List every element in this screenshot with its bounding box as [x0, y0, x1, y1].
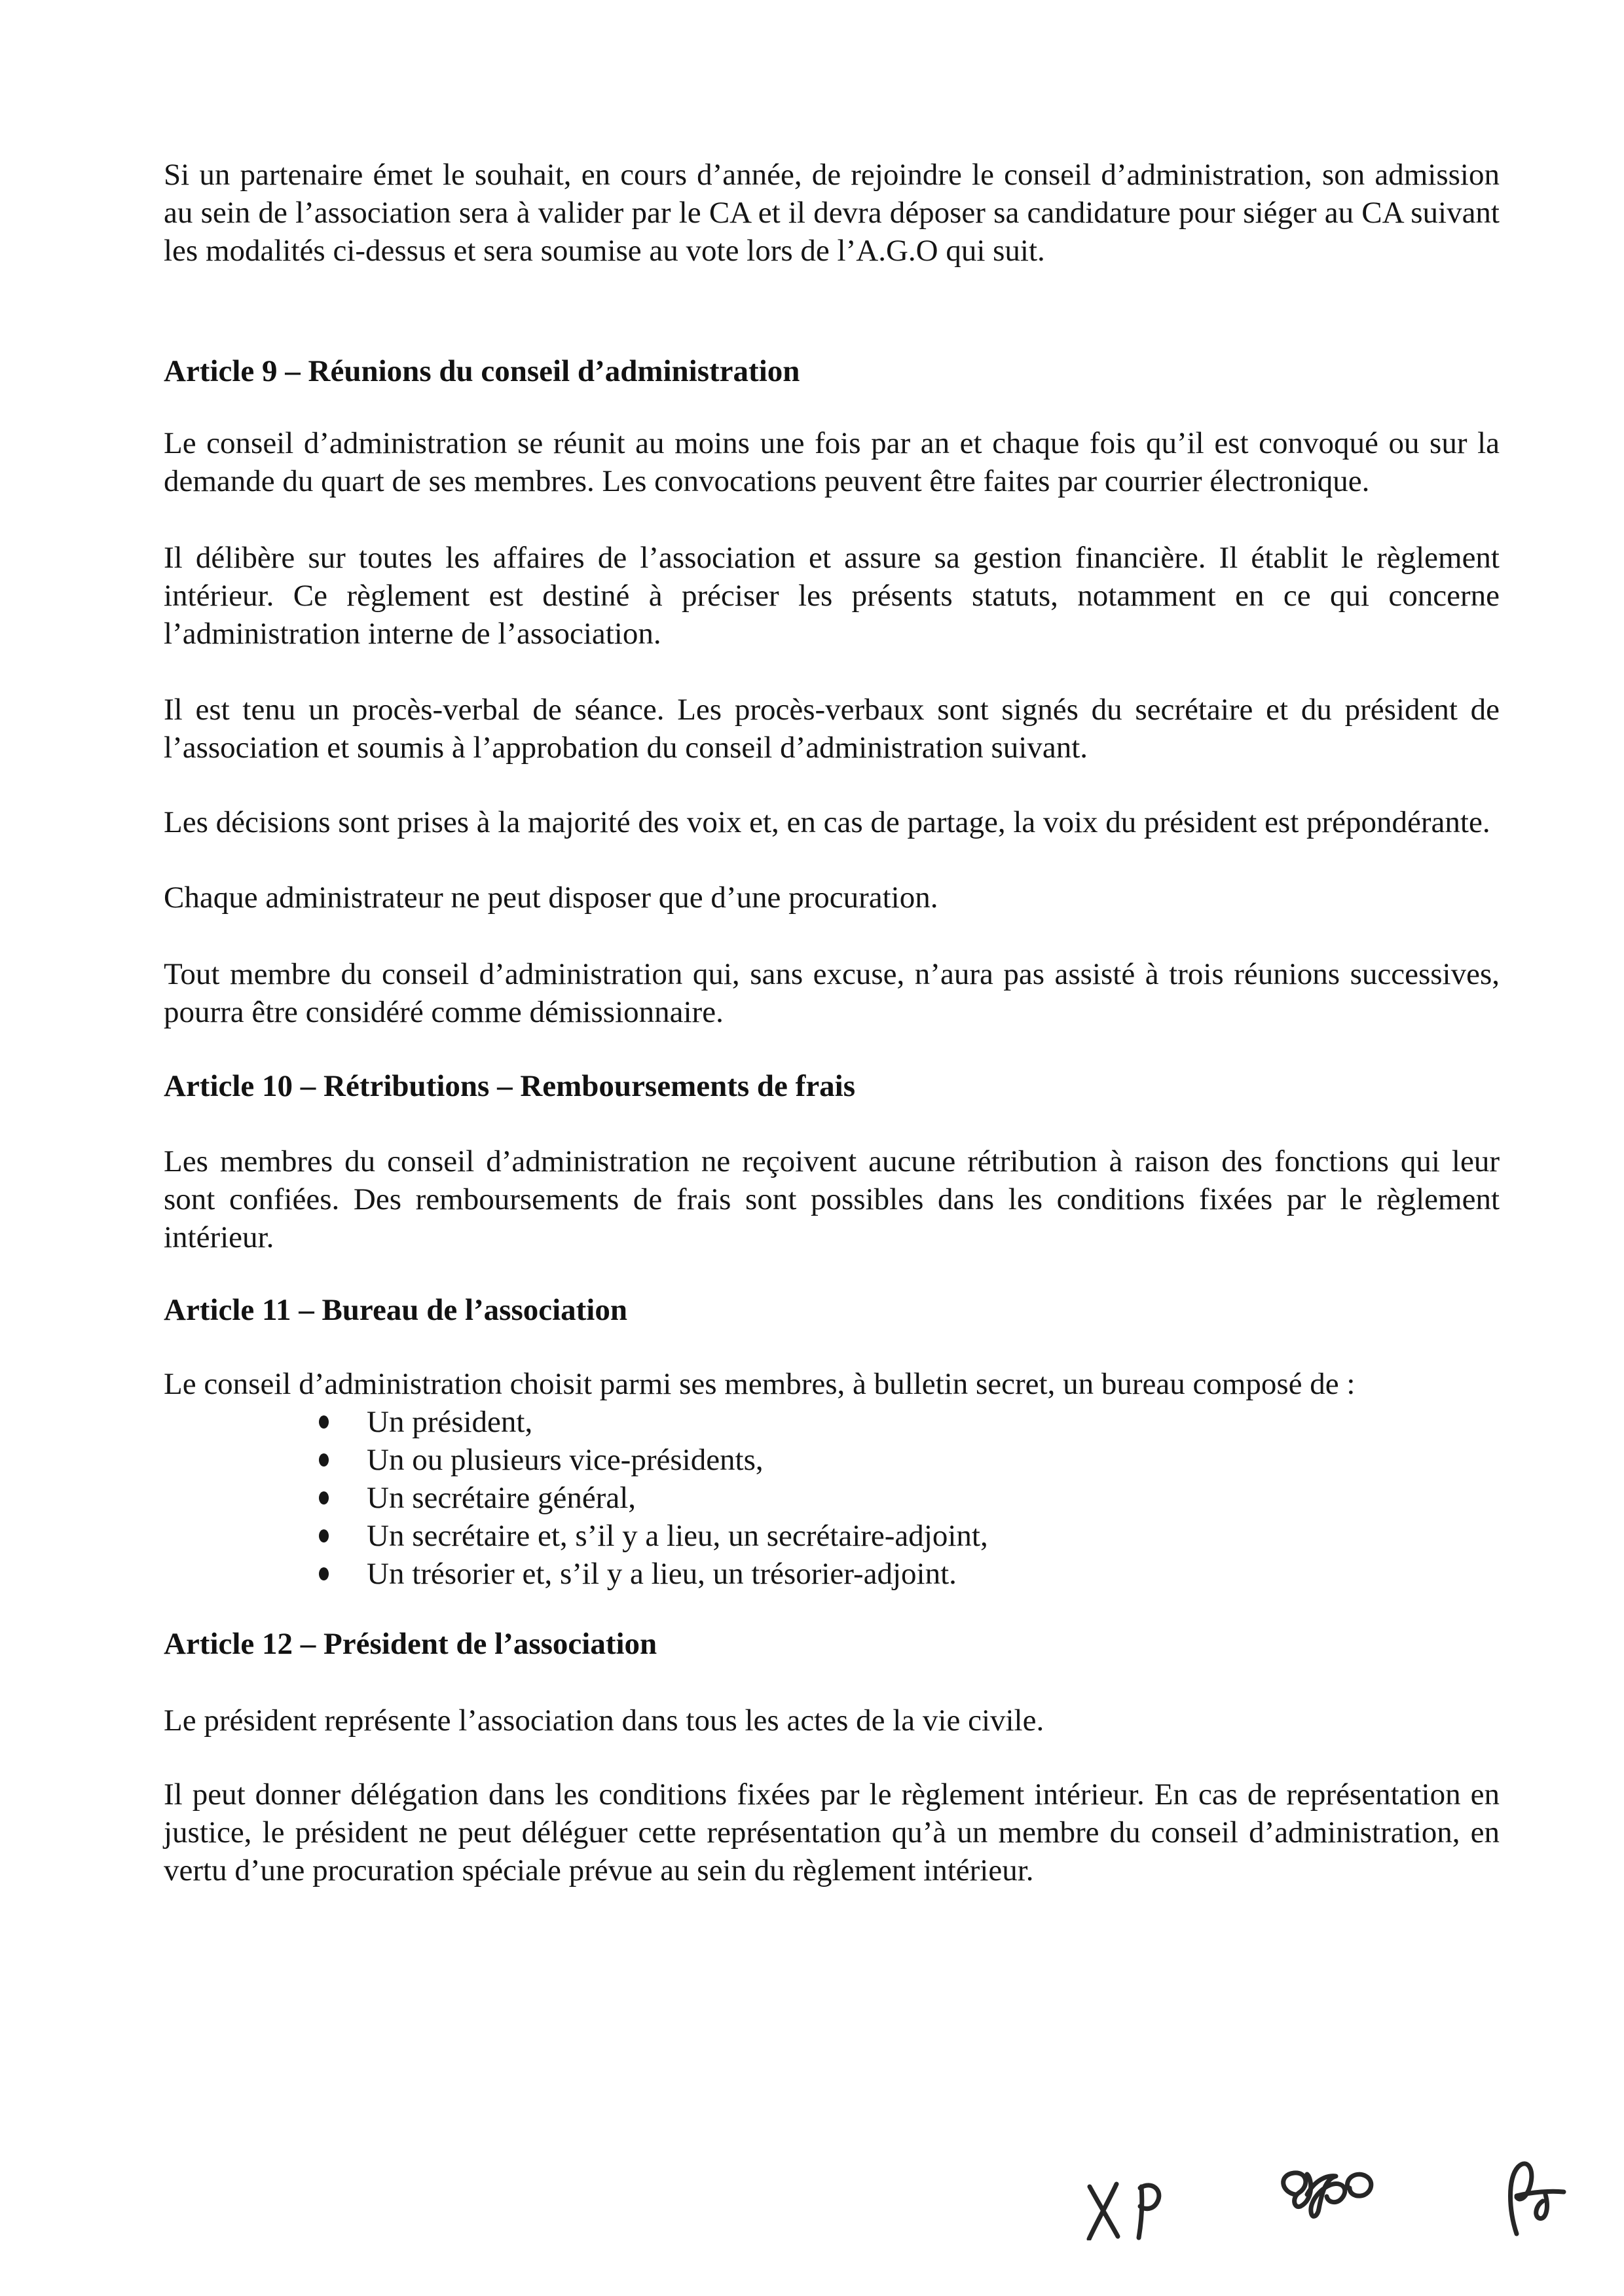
signature-paraph-middle-icon [1276, 2168, 1384, 2226]
list-item-text: Un ou plusieurs vice-présidents, [367, 1443, 764, 1477]
article-11-heading: Article 11 – Bureau de l’association [164, 1293, 628, 1327]
list-item [164, 1403, 1500, 1441]
list-item [164, 1441, 1500, 1479]
article-9-paragraph: Il délibère sur toutes les affaires de l’association et assure sa gestion financière. Il établit le règlement intérieur. Ce règlement est destiné à préciser les présents statuts, notamment en ce qui concerne l’administration interne de l’association. [164, 541, 1500, 651]
list-item [164, 1479, 1500, 1517]
article-9-paragraph: Le conseil d’administration se réunit au moins une fois par an et chaque fois qu’il est convoqué ou sur la demande du quart de ses membres. Les convocations peuvent être faites par courrier électronique. [164, 426, 1500, 498]
article-12-paragraph: Le président représente l’association dans tous les actes de la vie civile. [164, 1704, 1044, 1738]
intro-paragraph: Si un partenaire émet le souhait, en cours d’année, de rejoindre le conseil d’administration, son admission au sein de l’association sera à valider par le CA et il devra déposer sa candidature pour siéger au CA suivant les modalités ci-dessus et sera soumise au vote lors de l’A.G.O qui suit. [164, 158, 1500, 268]
article-9-paragraph: Tout membre du conseil d’administration qui, sans excuse, n’aura pas assisté à trois réunions successives, pourra être considéré comme démissionnaire. [164, 957, 1500, 1029]
article-12-paragraph: Il peut donner délégation dans les conditions fixées par le règlement intérieur. En cas de représentation en justice, le président ne peut déléguer cette représentation qu’à un membre du conseil d’administration, en vertu d’une procuration spéciale prévue au sein du règlement intérieur. [164, 1777, 1500, 1887]
bullet-icon [319, 1415, 329, 1429]
bullet-icon [319, 1567, 329, 1580]
bullet-icon [319, 1491, 329, 1504]
article-10-heading: Article 10 – Rétributions – Remboursements de frais [164, 1069, 856, 1103]
article-9-paragraph: Chaque administrateur ne peut disposer que d’une procuration. [164, 881, 938, 915]
list-item-text: Un secrétaire général, [367, 1481, 636, 1515]
article-11-intro: Le conseil d’administration choisit parmi ses membres, à bulletin secret, un bureau composé de : [164, 1367, 1356, 1401]
article-9-heading: Article 9 – Réunions du conseil d’administration [164, 354, 800, 388]
article-10-paragraph: Les membres du conseil d’administration ne reçoivent aucune rétribution à raison des fonctions qui leur sont confiées. Des remboursements de frais sont possibles dans les conditions fixées par le règlement intérieur. [164, 1144, 1500, 1254]
signature-paraph-right-icon [1498, 2159, 1567, 2239]
signature-initials-xp-icon [1084, 2181, 1169, 2240]
list-item [164, 1517, 1500, 1555]
bureau-list [164, 1403, 1500, 1593]
list-item-text: Un secrétaire et, s’il y a lieu, un secrétaire-adjoint, [367, 1519, 988, 1553]
list-item-text: Un président, [367, 1405, 533, 1439]
bullet-icon [319, 1453, 329, 1467]
article-9-paragraph: Il est tenu un procès-verbal de séance. Les procès-verbaux sont signés du secrétaire et du président de l’association et soumis à l’approbation du conseil d’administration suivant. [164, 693, 1500, 765]
bullet-icon [319, 1529, 329, 1542]
article-9-paragraph: Les décisions sont prises à la majorité des voix et, en cas de partage, la voix du président est prépondérante. [164, 805, 1490, 839]
article-12-heading: Article 12 – Président de l’association [164, 1627, 657, 1661]
list-item-text: Un trésorier et, s’il y a lieu, un trésorier-adjoint. [367, 1557, 957, 1591]
list-item [164, 1555, 1500, 1593]
